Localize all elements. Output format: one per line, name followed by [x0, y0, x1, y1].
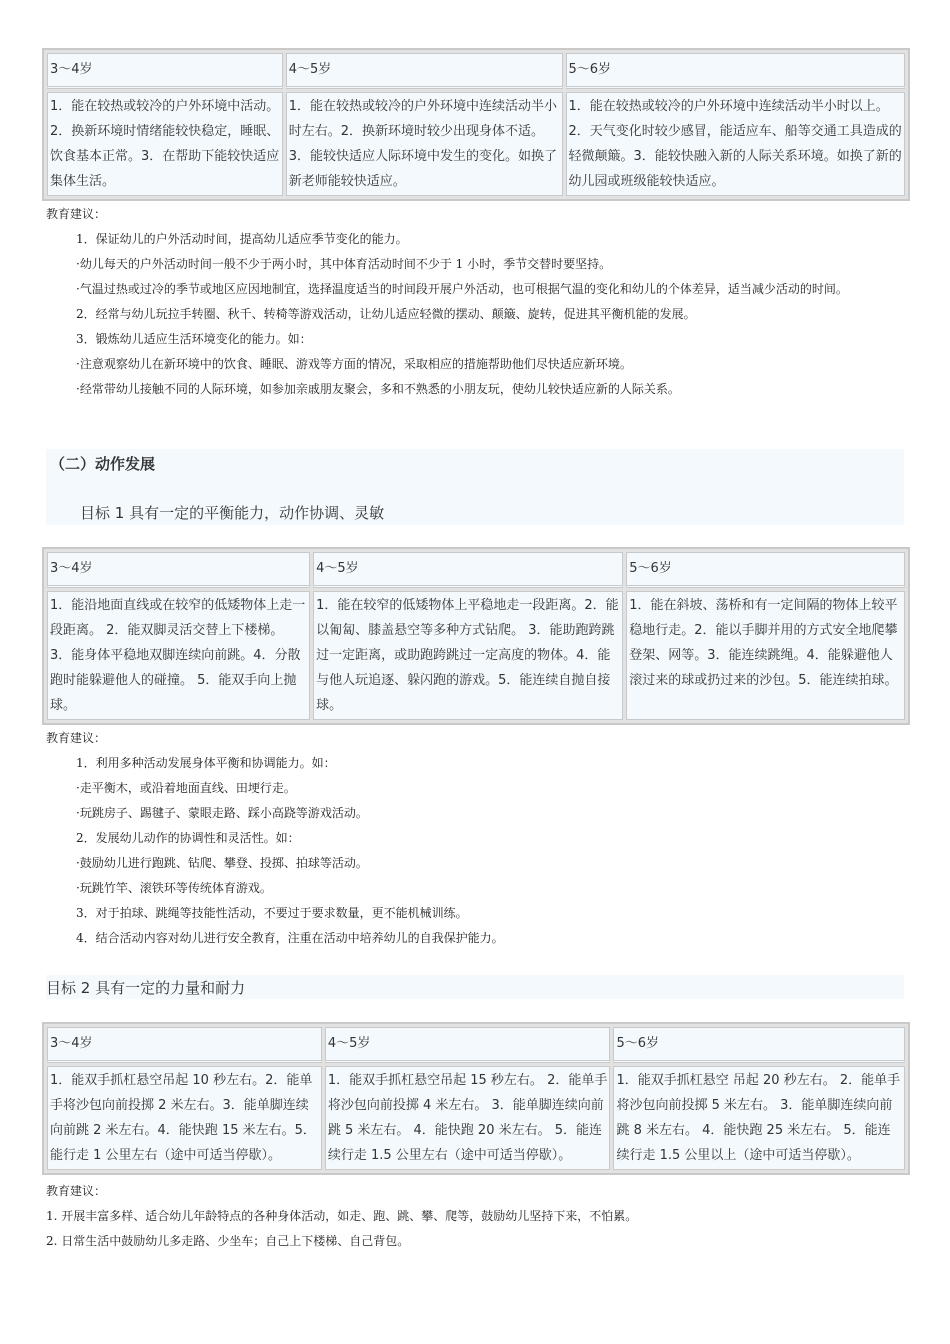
cell-age-4-5: 1．能在较窄的低矮物体上平稳地走一段距离。2．能以匍匐、膝盖悬空等多种方式钻爬。 3．能助跑跨跳过一定距离，或助跑跨跳过一定高度的物体。4．能与他人玩追逐、躲闪跑的游戏。5．能连续自抛自接球。 — [313, 591, 623, 720]
table-strength — [42, 1022, 910, 1175]
table-row — [47, 591, 905, 720]
header-age-5-6: 5～6岁 — [613, 1027, 905, 1063]
cell-age-5-6: 1．能在较热或较冷的户外环境中连续活动半小时以上。2．天气变化时较少感冒，能适应车、船等交通工具造成的轻微颠簸。3．能较快融入新的人际关系环境。如换了新的幼儿园或班级能较快适应。 — [566, 92, 906, 196]
cell-age-3-4: 1．能沿地面直线或在较窄的低矮物体上走一段距离。 2．能双脚灵活交替上下楼梯。 3．能身体平稳地双脚连续向前跳。4．分散跑时能躲避他人的碰撞。 5．能双手向上抛球。 — [47, 591, 310, 720]
advice-label: 教育建议： — [46, 731, 107, 745]
cell-age-4-5: 1．能双手抓杠悬空吊起 15 秒左右。 2．能单手将沙包向前投掷 4 米左右。 3．能单脚连续向前跳 5 米左右。 4．能快跑 20 米左右。 5．能连续行走 1.5 公里左右（途中可适当停歇）。 — [325, 1066, 611, 1170]
header-age-3-4: 3～4岁 — [47, 1027, 322, 1063]
advice-item: 4．结合活动内容对幼儿进行安全教育，注重在活动中培养幼儿的自我保护能力。 — [76, 931, 504, 945]
header-age-5-6: 5～6岁 — [626, 552, 905, 588]
table-adaptation — [42, 48, 910, 201]
header-age-5-6: 5～6岁 — [566, 53, 906, 89]
table-row — [47, 92, 905, 196]
advice-item: ·经常带幼儿接触不同的人际环境，如参加亲戚朋友聚会，多和不熟悉的小朋友玩，使幼儿较快适应新的人际关系。 — [76, 382, 680, 396]
section-title: （二）动作发展 — [50, 455, 156, 473]
advice-item: 2．发展幼儿动作的协调性和灵活性。如： — [76, 831, 300, 845]
advice-item: ·注意观察幼儿在新环境中的饮食、睡眠、游戏等方面的情况，采取相应的措施帮助他们尽快适应新环境。 — [76, 357, 632, 371]
table-header-row — [47, 1027, 905, 1063]
advice-item: 3．对于拍球、跳绳等技能性活动，不要过于要求数量，更不能机械训练。 — [76, 906, 468, 920]
advice-item: 1. 开展丰富多样、适合幼儿年龄特点的各种身体活动，如走、跑、跳、攀、爬等，鼓励幼儿坚持下来，不怕累。 — [46, 1209, 638, 1223]
goal-2-title: 目标 2 具有一定的力量和耐力 — [46, 979, 246, 997]
advice-label: 教育建议： — [46, 207, 107, 221]
header-age-3-4: 3～4岁 — [47, 53, 283, 89]
advice-item: 1．利用多种活动发展身体平衡和协调能力。如： — [76, 756, 336, 770]
advice-item: ·走平衡木，或沿着地面直线、田埂行走。 — [76, 781, 296, 795]
goal-1-title: 目标 1 具有一定的平衡能力，动作协调、灵敏 — [80, 504, 385, 522]
advice-item: ·玩跳房子、踢毽子、蒙眼走路、踩小高跷等游戏活动。 — [76, 806, 368, 820]
advice-label: 教育建议： — [46, 1184, 107, 1198]
table-header-row — [47, 552, 905, 588]
cell-age-3-4: 1．能双手抓杠悬空吊起 10 秒左右。2．能单手将沙包向前投掷 2 米左右。3．能单脚连续向前跳 2 米左右。4．能快跑 15 米左右。5．能行走 1 公里左右（途中可适当停歇）。 — [47, 1066, 322, 1170]
education-advice-2 — [46, 726, 906, 951]
cell-age-3-4: 1．能在较热或较冷的户外环境中活动。2．换新环境时情绪能较快稳定，睡眠、饮食基本正常。3．在帮助下能较快适应集体生活。 — [47, 92, 283, 196]
table-header-row — [47, 53, 905, 89]
table-balance — [42, 547, 910, 725]
header-age-3-4: 3～4岁 — [47, 552, 310, 588]
table-row — [47, 1066, 905, 1170]
cell-age-4-5: 1．能在较热或较冷的户外环境中连续活动半小时左右。2．换新环境时较少出现身体不适。3．能较快适应人际环境中发生的变化。如换了新老师能较快适应。 — [286, 92, 563, 196]
education-advice-1 — [46, 202, 906, 402]
advice-item: 1．保证幼儿的户外活动时间，提高幼儿适应季节变化的能力。 — [76, 232, 408, 246]
advice-item: ·玩跳竹竿、滚铁环等传统体育游戏。 — [76, 881, 272, 895]
advice-item: ·鼓励幼儿进行跑跳、钻爬、攀登、投掷、拍球等活动。 — [76, 856, 368, 870]
education-advice-3 — [46, 1179, 906, 1254]
cell-age-5-6: 1．能在斜坡、荡桥和有一定间隔的物体上较平稳地行走。2．能以手脚并用的方式安全地爬攀登架、网等。3．能连续跳绳。4．能躲避他人滚过来的球或扔过来的沙包。5．能连续拍球。 — [626, 591, 905, 720]
advice-item: 2．经常与幼儿玩拉手转圈、秋千、转椅等游戏活动，让幼儿适应轻微的摆动、颠簸、旋转，促进其平衡机能的发展。 — [76, 307, 696, 321]
advice-item: ·气温过热或过冷的季节或地区应因地制宜，选择温度适当的时间段开展户外活动，也可根据气温的变化和幼儿的个体差异，适当减少活动的时间。 — [76, 282, 848, 296]
advice-item: ·幼儿每天的户外活动时间一般不少于两小时，其中体育活动时间不少于 1 小时，季节交替时要坚持。 — [76, 257, 612, 271]
header-age-4-5: 4～5岁 — [286, 53, 563, 89]
advice-item: 3．锻炼幼儿适应生活环境变化的能力。如： — [76, 332, 312, 346]
advice-item: 2. 日常生活中鼓励幼儿多走路、少坐车；自己上下楼梯、自己背包。 — [46, 1234, 410, 1248]
header-age-4-5: 4～5岁 — [325, 1027, 611, 1063]
header-age-4-5: 4～5岁 — [313, 552, 623, 588]
cell-age-5-6: 1．能双手抓杠悬空 吊起 20 秒左右。 2．能单手将沙包向前投掷 5 米左右。 3．能单脚连续向前跳 8 米左右。 4．能快跑 25 米左右。 5．能连续行走 1.5 公里以上（途中可适当停歇）。 — [613, 1066, 905, 1170]
